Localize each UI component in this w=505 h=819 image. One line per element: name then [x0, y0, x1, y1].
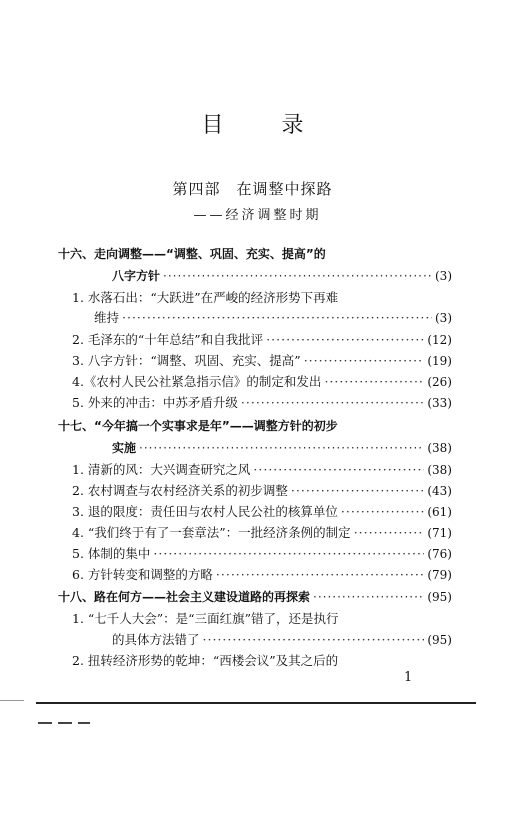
toc-entry-text: 维持: [94, 310, 120, 325]
toc-entry[interactable]: [72, 609, 452, 629]
toc-page-number: (61): [427, 505, 452, 519]
toc-page-number: (95): [427, 633, 452, 647]
part-title: 第四部 在调整中探路: [172, 180, 333, 198]
toc-entry-text: 5. 外来的冲击：中苏矛盾升级: [72, 395, 238, 410]
leader-dots: [203, 630, 425, 650]
leader-dots: [163, 266, 432, 286]
leader-dots: [313, 587, 424, 607]
toc-entry[interactable]: [72, 351, 452, 371]
toc-entry-text: 2. 扭转经济形势的乾坤：“西楼会议”及其之后的: [72, 653, 339, 668]
leader-dots: [341, 502, 424, 522]
toc-entry[interactable]: [112, 630, 452, 650]
page-number: 1: [404, 670, 413, 685]
toc-entry[interactable]: [72, 372, 452, 392]
toc-entry-text: 八字方针: [112, 269, 161, 283]
toc-page-number: (76): [427, 547, 452, 561]
toc-page-number: (19): [427, 354, 452, 368]
toc-chapter-17-heading-cont[interactable]: [112, 438, 452, 458]
toc-entry-text: 3. 退的限度：责任田与农村人民公社的核算单位: [72, 504, 338, 519]
toc-entry-text: 十七、“今年搞一个实事求是年”——调整方针的初步: [58, 419, 338, 433]
toc-page-number: (26): [427, 375, 452, 389]
toc-entry-text: 3. 八字方针：“调整、巩固、充实、提高”: [72, 353, 301, 368]
toc-chapter-17-heading[interactable]: [58, 416, 458, 436]
toc-entry[interactable]: [72, 523, 452, 543]
toc-page-number: (3): [435, 311, 452, 325]
toc-entry[interactable]: [72, 565, 452, 585]
toc-entry[interactable]: [72, 544, 452, 564]
toc-page-number: (12): [427, 333, 452, 347]
toc-entry[interactable]: [72, 651, 452, 671]
leader-dots: [291, 481, 424, 501]
toc-page-number: (33): [427, 396, 452, 410]
toc-entry[interactable]: [72, 502, 452, 522]
leader-dots: [216, 565, 424, 585]
toc-entry-text: 十六、走向调整——“调整、巩固、充实、提高”的: [58, 247, 326, 261]
toc-page-number: (3): [435, 269, 452, 283]
toc-entry-text: 实施: [112, 441, 137, 455]
toc-entry-text: 的具体方法错了: [112, 632, 200, 647]
leader-dots: [122, 308, 432, 328]
leader-dots: [324, 372, 424, 392]
toc-page-number: (38): [427, 441, 452, 455]
page-title: 目 录: [201, 113, 322, 138]
toc-entry-text: 2. 毛泽东的“十年总结”和自我批评: [72, 332, 264, 347]
toc-page-number: (79): [427, 568, 452, 582]
toc-entry-text: 4. “我们终于有了一套章法”：一批经济条例的制定: [72, 525, 351, 540]
toc-entry-text: 2. 农村调查与农村经济关系的初步调整: [72, 483, 288, 498]
toc-chapter-18-heading[interactable]: [58, 587, 452, 607]
toc-entry-text: 5. 体制的集中: [72, 546, 151, 561]
toc-entry-text: 十八、路在何方——社会主义建设道路的再探索: [58, 590, 311, 604]
toc-entry-text: 1. “七千人大会”：是“三面红旗”错了，还是执行: [72, 611, 339, 626]
toc-page-number: (71): [427, 526, 452, 540]
toc-entry[interactable]: [72, 460, 452, 480]
toc-entry-text: 6. 方针转变和调整的方略: [72, 567, 213, 582]
toc-entry-text: 1. 清新的风：大兴调查研究之风: [72, 462, 251, 477]
leader-dots: [241, 393, 424, 413]
scan-edge-line: [0, 700, 24, 701]
scan-mark: [38, 722, 90, 724]
leader-dots: [354, 523, 425, 543]
leader-dots: [304, 351, 425, 371]
toc-entry[interactable]: [94, 308, 452, 328]
part-subtitle: ——经济调整时期: [193, 208, 322, 223]
toc-entry[interactable]: [72, 481, 452, 501]
toc-entry[interactable]: [72, 330, 452, 350]
toc-entry[interactable]: [72, 288, 392, 308]
leader-dots: [266, 330, 424, 350]
toc-entry-text: 4.《农村人民公社紧急指示信》的制定和发出: [72, 374, 322, 389]
footer-rule: [36, 702, 476, 704]
toc-page-number: (95): [427, 590, 452, 604]
toc-page-number: (38): [427, 463, 452, 477]
toc-page-number: (43): [427, 484, 452, 498]
toc-entry[interactable]: [72, 393, 452, 413]
toc-chapter-16-heading[interactable]: [58, 244, 403, 264]
leader-dots: [253, 460, 424, 480]
leader-dots: [153, 544, 424, 564]
toc-entry-text: 1. 水落石出：“大跃进”在严峻的经济形势下再难: [72, 290, 339, 305]
leader-dots: [139, 438, 424, 458]
toc-chapter-16-heading-cont[interactable]: [112, 266, 452, 286]
